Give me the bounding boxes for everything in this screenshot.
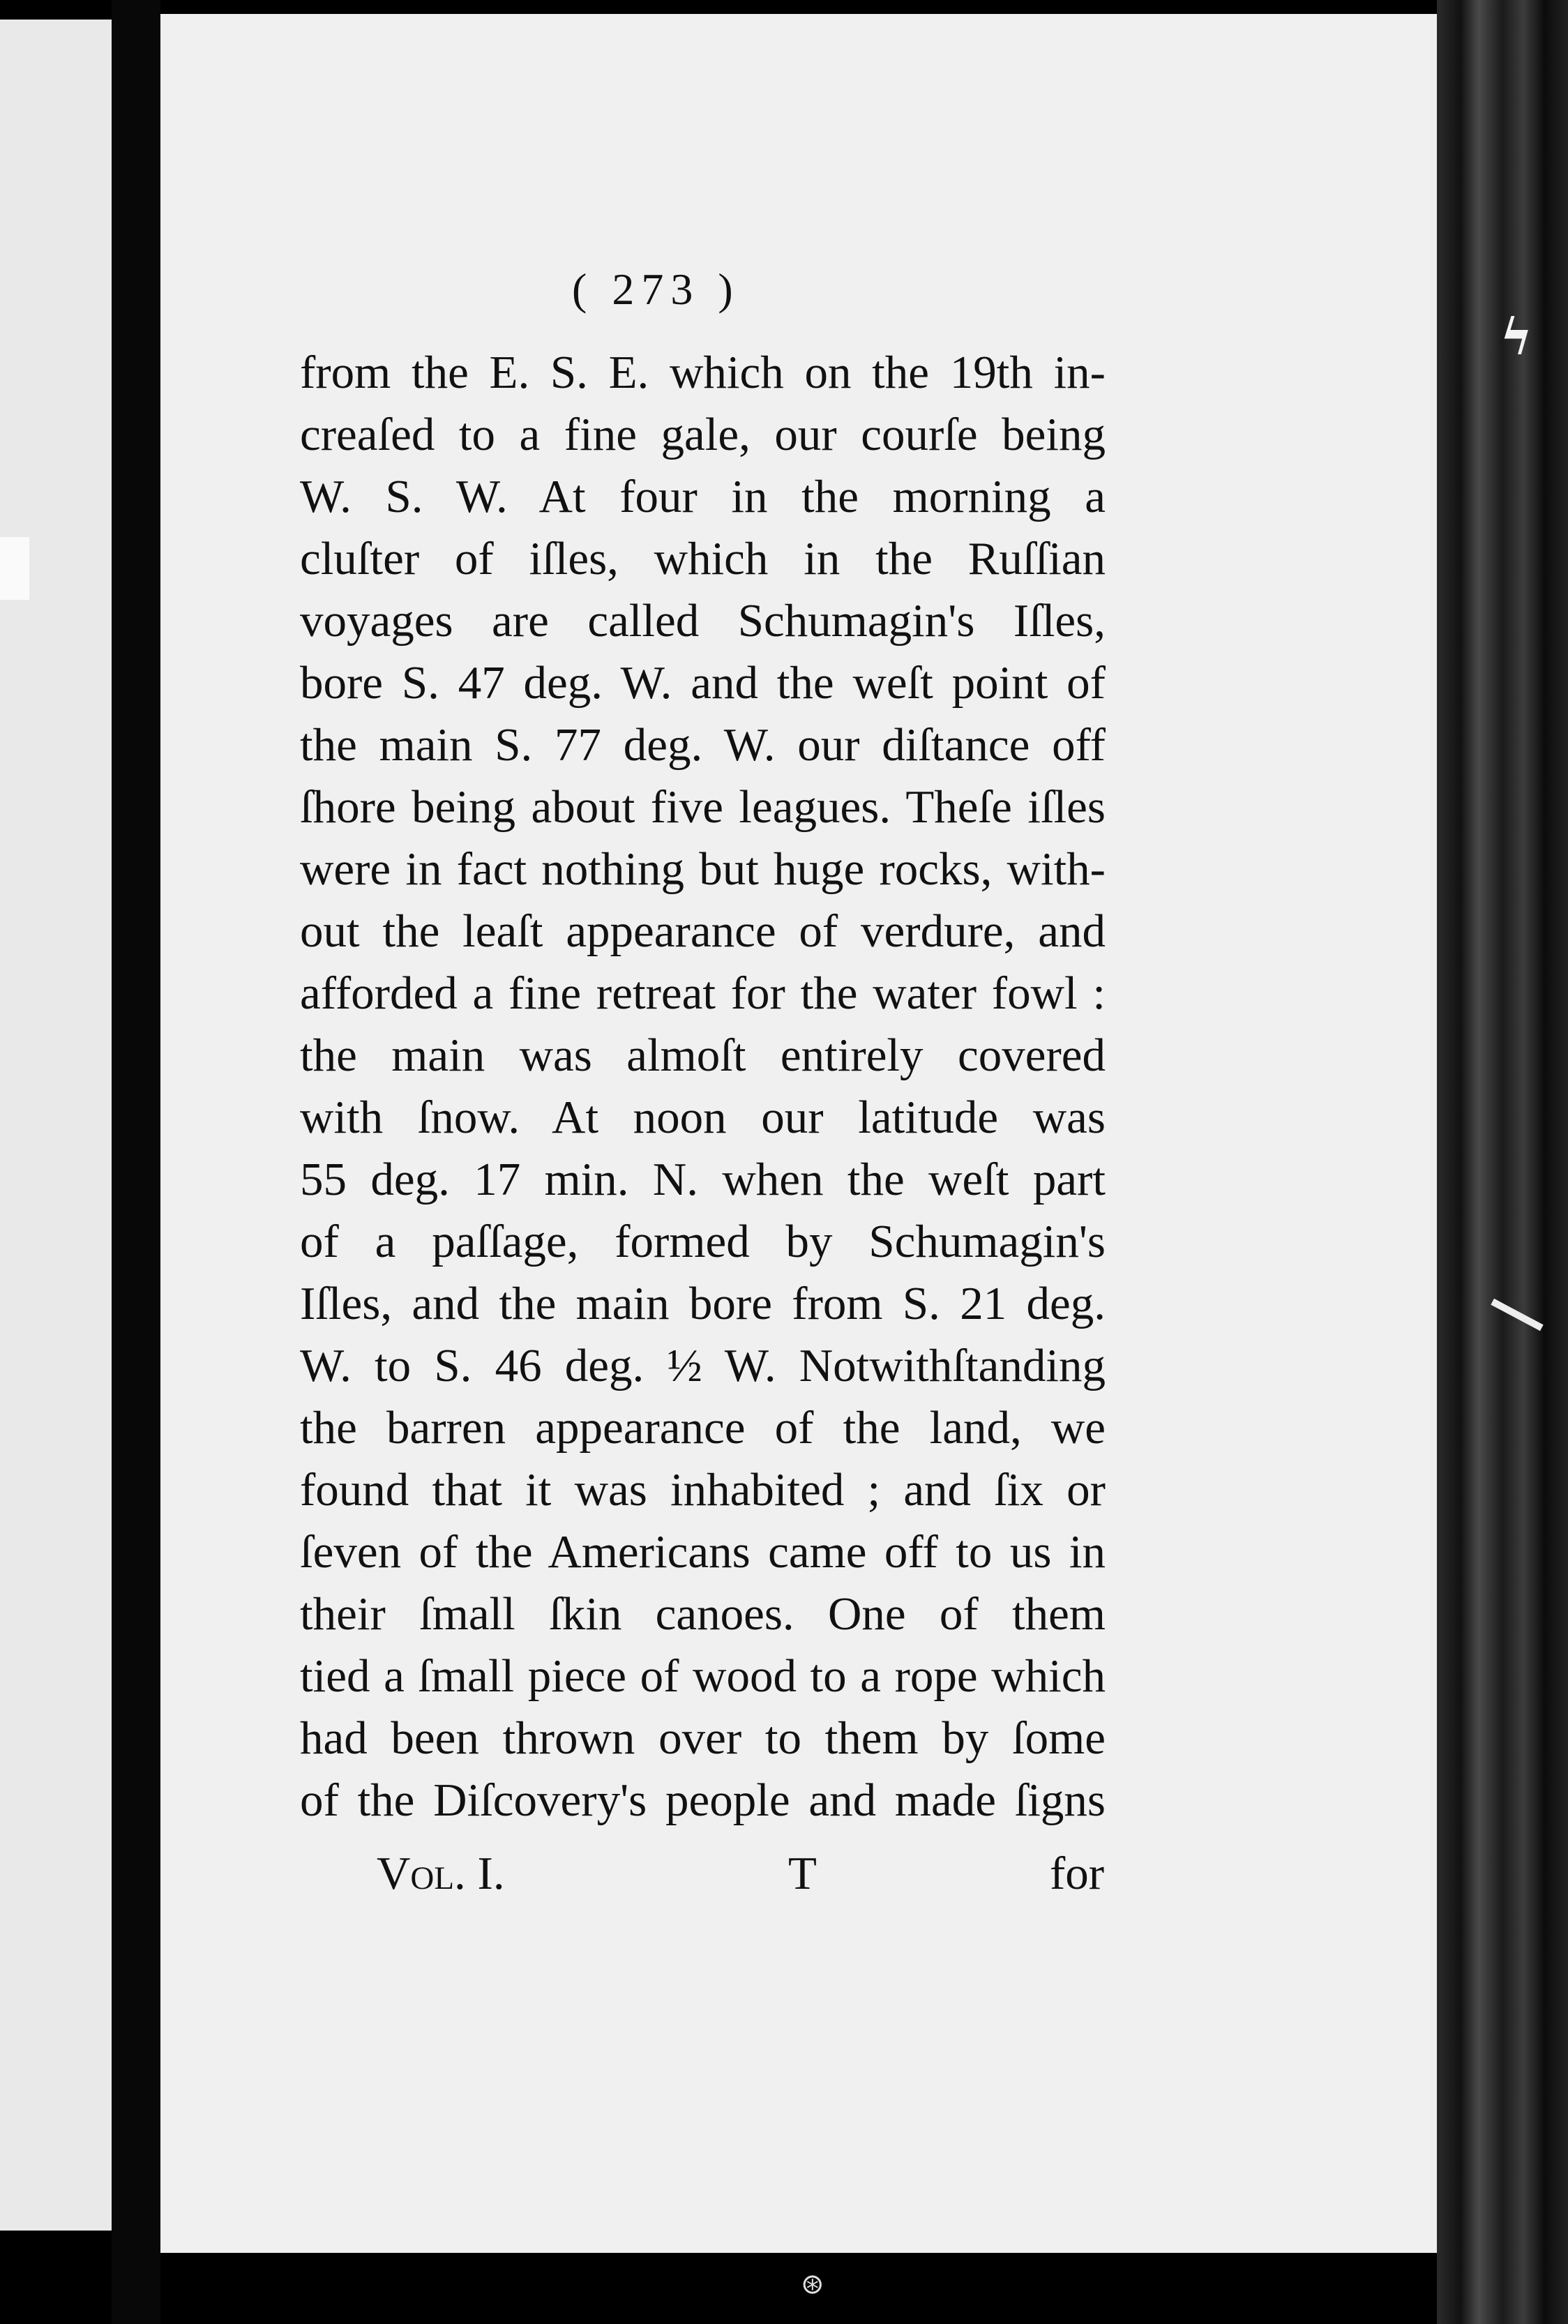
text-line: had been thrown over to them by ſome — [300, 1712, 1106, 1764]
text-line: out the leaſt appearance of verdure, and — [300, 905, 1106, 957]
text-line: from the E. S. E. which on the 19th in- — [300, 347, 1106, 398]
text-line: of a paſſage, formed by Schumagin's — [300, 1216, 1106, 1267]
signature-mark: T — [788, 1848, 817, 1899]
text-line: bore S. 47 deg. W. and the weſt point of — [300, 657, 1106, 709]
text-line: ſeven of the Americans came off to us in — [300, 1526, 1106, 1578]
text-line: ſhore being about five leagues. Theſe iſles — [300, 781, 1106, 833]
text-line: Iſles, and the main bore from S. 21 deg. — [300, 1278, 1106, 1329]
text-line: their ſmall ſkin canoes. One of them — [300, 1588, 1106, 1640]
text-line: the main was almoſt entirely covered — [300, 1029, 1106, 1081]
text-line: W. to S. 46 deg. ½ W. Notwithſtanding — [300, 1340, 1106, 1391]
volume-signature: Vol. I. — [377, 1848, 505, 1899]
text-line: of the Diſcovery's people and made ſigns — [300, 1774, 1106, 1826]
spine-ornament-icon: ϟ — [1500, 307, 1533, 366]
binding-gutter — [112, 0, 160, 2324]
text-line: tied a ſmall piece of wood to a rope which — [300, 1650, 1106, 1702]
catchword: for — [1050, 1848, 1105, 1899]
previous-page-mark — [0, 537, 29, 600]
text-line: creaſed to a fine gale, our courſe being — [300, 409, 1106, 460]
library-stamp-icon: ⊛ — [801, 2268, 824, 2300]
text-line: voyages are called Schumagin's Iſles, — [300, 595, 1106, 647]
text-line: W. S. W. At four in the morning a — [300, 471, 1106, 522]
text-line: the barren appearance of the land, we — [300, 1402, 1106, 1454]
text-line: afforded a fine retreat for the water fowl : — [300, 967, 1106, 1019]
text-line: cluſter of iſles, which in the Ruſſian — [300, 533, 1106, 584]
body-text — [300, 342, 1106, 1832]
text-line: found that it was inhabited ; and ſix or — [300, 1464, 1106, 1516]
text-line: were in fact nothing but huge rocks, with- — [300, 843, 1106, 895]
text-line: with ſnow. At noon our latitude was — [300, 1092, 1106, 1143]
text-line: the main S. 77 deg. W. our diſtance off — [300, 719, 1106, 771]
text-line: 55 deg. 17 min. N. when the weſt part — [300, 1154, 1106, 1205]
previous-page-edge — [0, 20, 112, 2231]
page-number: ( 273 ) — [572, 264, 740, 314]
